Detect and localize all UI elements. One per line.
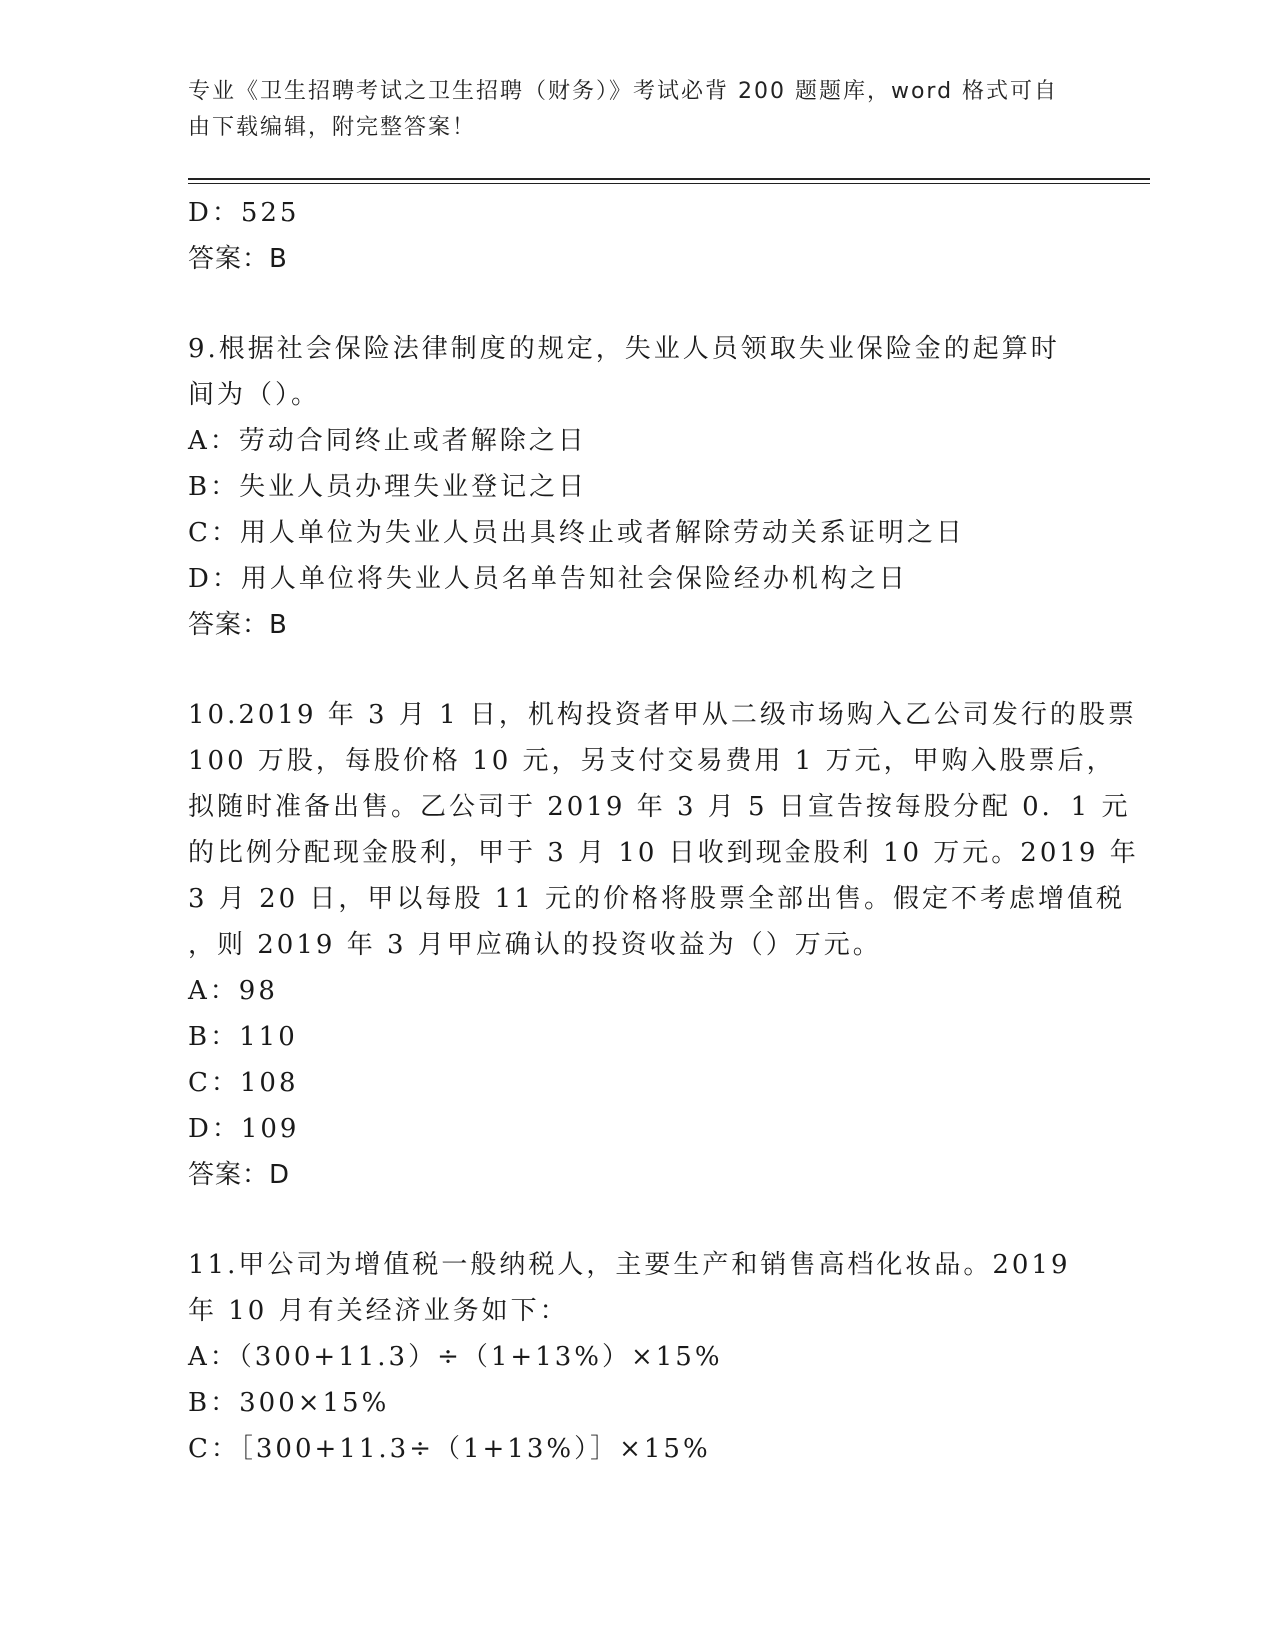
header-line-2: 由下载编辑，附完整答案！ [188, 115, 477, 140]
option-d: D：525 [188, 198, 300, 228]
answer-line: 答案：B [188, 244, 288, 274]
page-header [188, 74, 1088, 146]
option-c: C：［300+11.3÷（1+13%）］×15% [188, 1434, 711, 1464]
question-11 [188, 1242, 1088, 1472]
option-b: B：110 [188, 1022, 298, 1052]
question-gap [188, 648, 1088, 692]
question-9 [188, 326, 1088, 648]
option-b: B：300×15% [188, 1388, 390, 1418]
previous-question-tail [188, 190, 1088, 282]
option-a: A：（300+11.3）÷（1+13%）×15% [188, 1342, 723, 1372]
question-stem: 年 10 月有关经济业务如下： [188, 1296, 569, 1326]
option-c: C：用人单位为失业人员出具终止或者解除劳动关系证明之日 [188, 518, 965, 548]
question-stem: 的比例分配现金股利，甲于 3 月 10 日收到现金股利 10 万元。2019 年 [188, 838, 1139, 868]
question-gap [188, 282, 1088, 326]
question-stem: 11.甲公司为增值税一般纳税人，主要生产和销售高档化妆品。2019 [188, 1250, 1071, 1280]
option-a: A：劳动合同终止或者解除之日 [188, 426, 587, 456]
answer-line: 答案：D [188, 1160, 291, 1190]
option-d: D：109 [188, 1114, 300, 1144]
question-stem: 100 万股，每股价格 10 元，另支付交易费用 1 万元，甲购入股票后， [188, 746, 1116, 776]
question-content [188, 190, 1139, 1472]
question-stem: 间为（）。 [188, 380, 321, 410]
question-stem: ，则 2019 年 3 月甲应确认的投资收益为（）万元。 [188, 930, 882, 960]
option-b: B：失业人员办理失业登记之日 [188, 472, 588, 502]
question-stem: 9.根据社会保险法律制度的规定，失业人员领取失业保险金的起算时 [188, 334, 1060, 364]
question-gap [188, 1198, 1088, 1242]
header-line-1: 专业《卫生招聘考试之卫生招聘（财务）》考试必背 200 题题库，word 格式可自 [188, 79, 1059, 104]
option-c: C：108 [188, 1068, 299, 1098]
option-a: A：98 [188, 976, 278, 1006]
question-stem: 3 月 20 日，甲以每股 11 元的价格将股票全部出售。假定不考虑增值税 [188, 884, 1126, 914]
question-10 [188, 692, 1139, 1198]
option-d: D：用人单位将失业人员名单告知社会保险经办机构之日 [188, 564, 908, 594]
question-stem: 拟随时准备出售。乙公司于 2019 年 3 月 5 日宣告按每股分配 0．1 元 [188, 792, 1131, 822]
header-rule-thick [188, 178, 1150, 180]
question-stem: 10.2019 年 3 月 1 日，机构投资者甲从二级市场购入乙公司发行的股票 [188, 700, 1137, 730]
answer-line: 答案：B [188, 610, 288, 640]
header-rule-thin [188, 183, 1150, 184]
